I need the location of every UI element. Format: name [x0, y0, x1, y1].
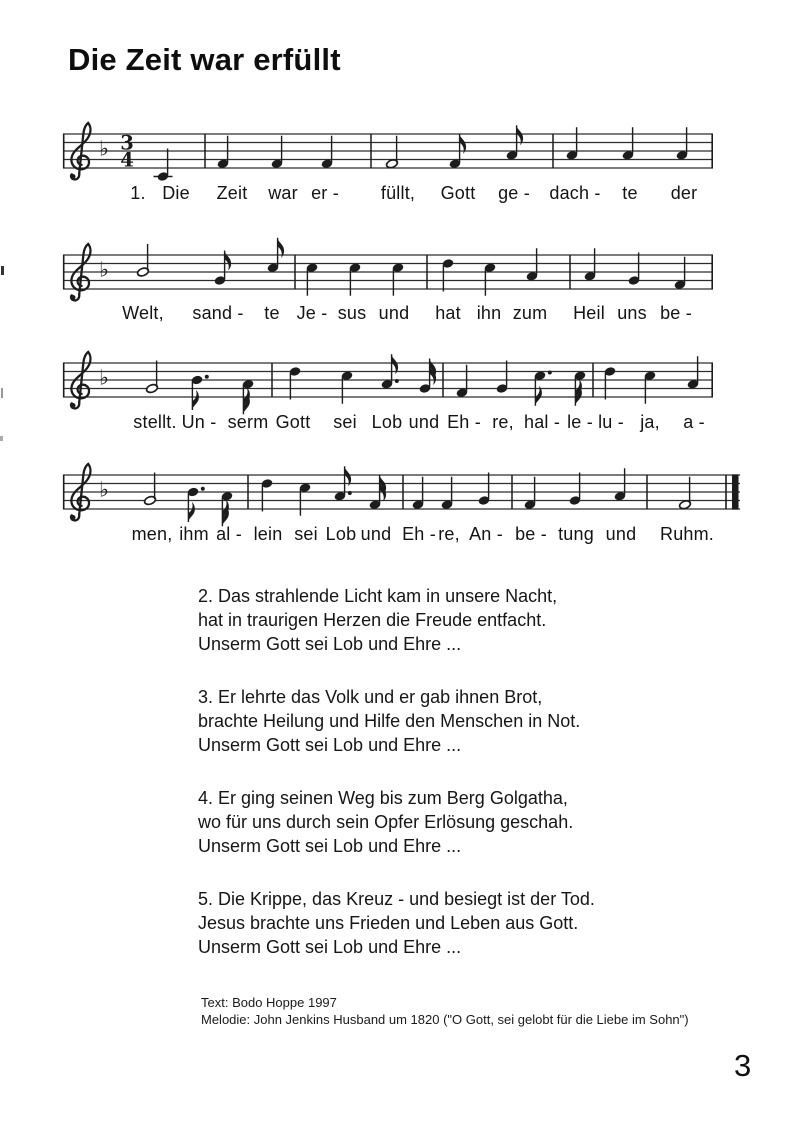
- scan-artifact: [0, 436, 3, 441]
- lyric-syllable: sei: [294, 524, 318, 544]
- lyric-syllable: Ruhm.: [659, 524, 715, 544]
- verse-line: brachte Heilung und Hilfe den Menschen in Not.: [198, 711, 581, 731]
- lyric-syllable: sei: [333, 412, 357, 432]
- lyric-syllable: re,: [438, 524, 460, 544]
- lyric-syllable: be -: [660, 303, 692, 323]
- verse-2: [198, 584, 678, 656]
- lyric-syllable: al -: [216, 524, 242, 544]
- time-signature-denominator: 4: [120, 148, 134, 172]
- flat-icon: ♭: [99, 365, 109, 390]
- lyric-syllable: serm: [227, 412, 269, 432]
- lyric-syllable: war: [268, 183, 298, 203]
- lyric-syllable: men,: [131, 524, 173, 544]
- verse-line: Jesus brachte uns Frieden und Leben aus Gott.: [198, 913, 579, 933]
- page-title: Die Zeit war erfüllt: [68, 42, 341, 77]
- lyric-syllable: sus: [337, 303, 367, 323]
- lyric-syllable: lu -: [598, 412, 624, 432]
- lyric-syllable: stellt.: [133, 412, 177, 432]
- flat-icon: ♭: [99, 136, 109, 161]
- lyric-syllable: Lob: [325, 524, 357, 544]
- lyric-syllable: zum: [512, 303, 548, 323]
- lyric-syllable: Gott: [440, 183, 476, 203]
- lyric-syllable: Un -: [181, 412, 217, 432]
- credit-melody-author: Melodie: John Jenkins Husband um 1820 ("O Gott, sei gelobt für die Liebe im Sohn"): [201, 1012, 689, 1027]
- lyric-syllable: ihm: [179, 524, 209, 544]
- verse-line: 2. Das strahlende Licht kam in unsere Nacht,: [198, 586, 558, 606]
- verse-line: wo für uns durch sein Opfer Erlösung geschah.: [198, 812, 574, 832]
- lyric-syllable: ge -: [498, 183, 530, 203]
- lyric-syllable: 1.: [130, 183, 146, 203]
- lyric-syllable: te: [264, 303, 280, 323]
- lyric-syllable: Die: [162, 183, 190, 203]
- credits: [201, 994, 689, 1028]
- lyric-syllable: ja,: [640, 412, 660, 432]
- verse-line: Unserm Gott sei Lob und Ehre ...: [198, 937, 462, 957]
- lyric-syllable: re,: [492, 412, 514, 432]
- lyric-syllable: Gott: [275, 412, 311, 432]
- lyric-syllable: und: [378, 303, 410, 323]
- verse-line: 5. Die Krippe, das Kreuz - und besiegt ist der Tod.: [198, 889, 595, 909]
- verses-block: [198, 584, 678, 988]
- scan-artifact: [1, 388, 3, 398]
- lyric-syllable: ihn: [476, 303, 502, 323]
- verse-line: Unserm Gott sei Lob und Ehre ...: [198, 836, 462, 856]
- page-number: 3: [734, 1048, 752, 1083]
- verse-4: [198, 786, 678, 858]
- lyric-syllable: füllt,: [380, 183, 416, 203]
- lyric-syllable: le -: [567, 412, 593, 432]
- verse-line: hat in traurigen Herzen die Freude entfacht.: [198, 610, 547, 630]
- lyric-syllable: a -: [683, 412, 705, 432]
- lyric-syllable: dach -: [549, 183, 601, 203]
- verse-line: Unserm Gott sei Lob und Ehre ...: [198, 735, 462, 755]
- lyric-syllable: der: [670, 183, 698, 203]
- scan-artifact: [1, 266, 4, 275]
- lyric-syllable: Zeit: [216, 183, 248, 203]
- verse-line: 3. Er lehrte das Volk und er gab ihnen Brot,: [198, 687, 543, 707]
- flat-icon: ♭: [99, 477, 109, 502]
- lyric-syllable: und: [360, 524, 392, 544]
- lyric-syllable: Je -: [296, 303, 328, 323]
- verse-3: [198, 685, 678, 757]
- lyric-syllable: Eh -: [402, 524, 436, 544]
- credit-text-author: Text: Bodo Hoppe 1997: [201, 995, 337, 1010]
- lyric-syllable: uns: [617, 303, 647, 323]
- lyric-syllable: lein: [253, 524, 283, 544]
- verse-line: Unserm Gott sei Lob und Ehre ...: [198, 634, 462, 654]
- lyric-syllable: und: [408, 412, 440, 432]
- lyric-syllable: tung: [558, 524, 594, 544]
- lyric-syllable: te: [622, 183, 638, 203]
- verse-line: 4. Er ging seinen Weg bis zum Berg Golgatha,: [198, 788, 568, 808]
- lyric-syllable: Eh -: [447, 412, 481, 432]
- flat-icon: ♭: [99, 257, 109, 282]
- lyric-syllable: Welt,: [122, 303, 164, 323]
- lyric-syllable: hal -: [523, 412, 561, 432]
- verse-5: [198, 887, 678, 959]
- time-signature-numerator: 3: [120, 131, 134, 155]
- lyric-syllable: sand -: [192, 303, 244, 323]
- lyric-syllable: be -: [515, 524, 547, 544]
- lyric-syllable: An -: [469, 524, 503, 544]
- lyric-syllable: Heil: [573, 303, 605, 323]
- lyric-syllable: und: [605, 524, 637, 544]
- lyric-syllable: hat: [435, 303, 461, 323]
- lyric-syllable: er -: [311, 183, 339, 203]
- lyric-syllable: Lob: [371, 412, 403, 432]
